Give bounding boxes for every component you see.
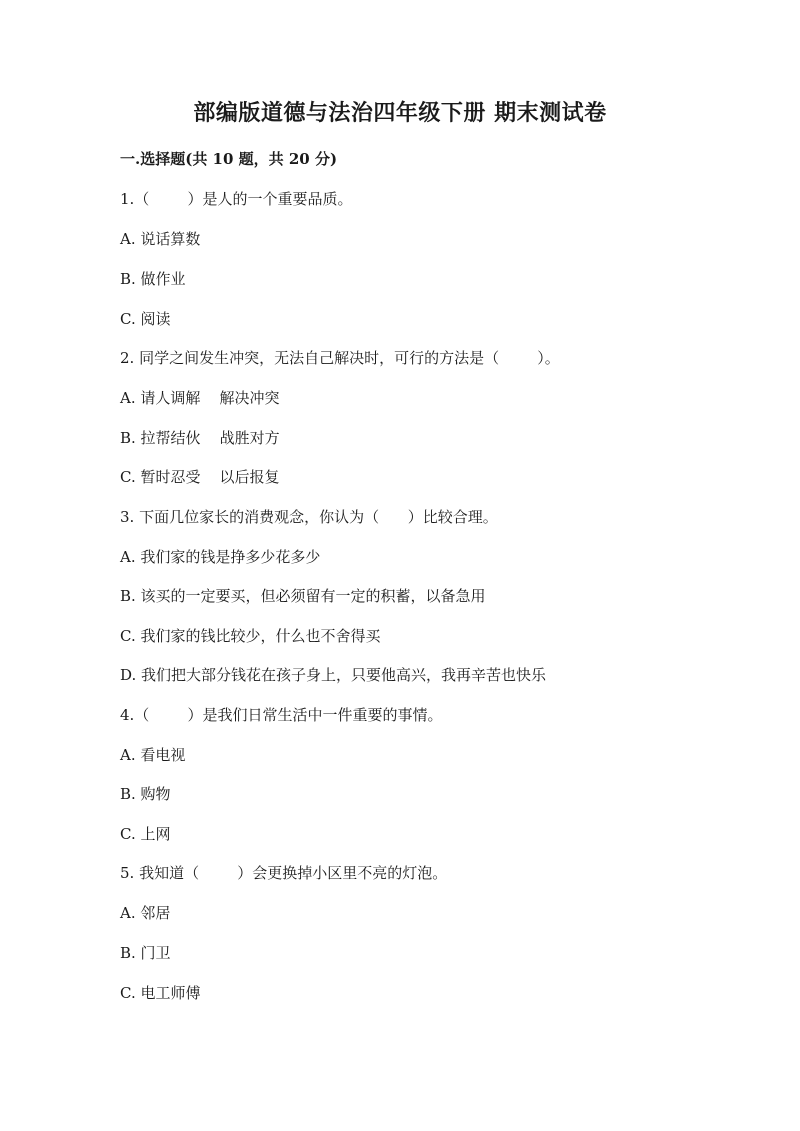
question-2-option-b: B. 拉帮结伙 战胜对方 — [120, 429, 280, 447]
question-5-option-a: A. 邻居 — [120, 904, 171, 922]
question-5-option-b: B. 门卫 — [120, 944, 171, 962]
question-3: 3. 下面几位家长的消费观念，你认为（ ）比较合理。 — [120, 508, 498, 526]
question-3-option-c: C. 我们家的钱比较少，什么也不舍得买 — [120, 627, 381, 645]
question-1-option-a: A. 说话算数 — [120, 230, 201, 248]
question-5: 5. 我知道（ ）会更换掉小区里不亮的灯泡。 — [120, 864, 448, 882]
page-title: 部编版道德与法治四年级下册 期末测试卷 — [193, 100, 607, 126]
question-4-option-b: B. 购物 — [120, 785, 171, 803]
question-1-option-b: B. 做作业 — [120, 270, 186, 288]
section-heading: 一.选择题(共 10 题，共 20 分) — [120, 150, 338, 168]
question-2: 2. 同学之间发生冲突，无法自己解决时，可行的方法是（ ）。 — [120, 349, 560, 367]
question-4-option-a: A. 看电视 — [120, 746, 186, 764]
question-2-option-c: C. 暂时忍受 以后报复 — [120, 468, 280, 486]
question-5-option-c: C. 电工师傅 — [120, 984, 201, 1002]
question-3-option-a: A. 我们家的钱是挣多少花多少 — [120, 548, 321, 566]
question-3-option-d: D. 我们把大部分钱花在孩子身上，只要他高兴，我再辛苦也快乐 — [120, 666, 547, 684]
question-3-option-b: B. 该买的一定要买，但必须留有一定的积蓄，以备急用 — [120, 587, 486, 605]
question-4: 4.（ ）是我们日常生活中一件重要的事情。 — [120, 706, 443, 724]
question-1-option-c: C. 阅读 — [120, 310, 171, 328]
question-4-option-c: C. 上网 — [120, 825, 171, 843]
question-2-option-a: A. 请人调解 解决冲突 — [120, 389, 280, 407]
question-1: 1.（ ）是人的一个重要品质。 — [120, 190, 353, 208]
